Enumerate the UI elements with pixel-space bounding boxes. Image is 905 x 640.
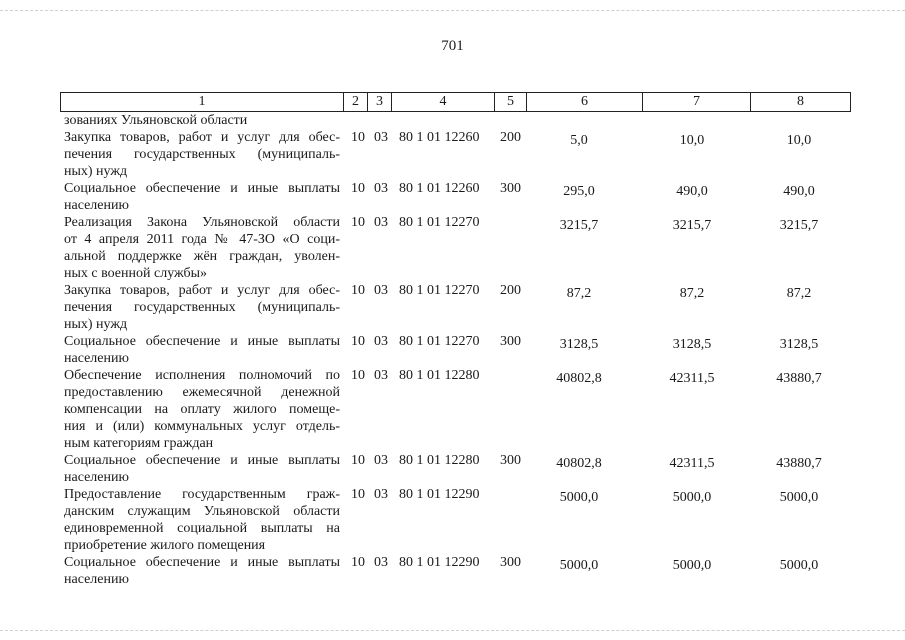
description-line: Социальное обеспечение и иные выплаты (64, 453, 340, 468)
description-line: альной поддержке жён граждан, уволен- (64, 249, 340, 264)
target-article-code: 80 1 01 12280 (399, 368, 480, 383)
target-article-code: 80 1 01 12270 (399, 215, 480, 230)
header-col-6: 6 (527, 93, 643, 112)
description-line: Социальное обеспечение и иные выплаты (64, 555, 340, 570)
description-line: ным категориям граждан (64, 436, 214, 451)
row-description (64, 214, 340, 282)
description-line: единовременной социальной выплаты на (64, 521, 340, 536)
continuation-row (64, 112, 854, 129)
row-description (64, 180, 340, 214)
subsection-code: 03 (374, 453, 388, 468)
amount-year-3: 87,2 (786, 286, 812, 301)
table-row (64, 180, 854, 214)
row-description (64, 452, 340, 486)
budget-table-body (64, 112, 854, 588)
scan-edge-top (0, 10, 905, 11)
amount-year-3: 3128,5 (779, 337, 819, 352)
column-header-table (60, 92, 851, 112)
header-col-7: 7 (643, 93, 751, 112)
section-code: 10 (351, 215, 365, 230)
subsection-code: 03 (374, 487, 388, 502)
table-row (64, 129, 854, 180)
amount-year-2: 87,2 (679, 286, 705, 301)
description-line: ных) нужд (64, 164, 128, 179)
target-article-code: 80 1 01 12280 (399, 453, 480, 468)
expense-type-code: 200 (500, 130, 521, 145)
amount-year-3: 5000,0 (779, 490, 819, 505)
amount-year-3: 5000,0 (779, 558, 819, 573)
expense-type-code: 300 (500, 555, 521, 570)
description-line: населению (64, 470, 129, 485)
description-line: населению (64, 351, 129, 366)
amount-year-3: 3215,7 (779, 218, 819, 233)
amount-year-3: 43880,7 (776, 456, 822, 471)
section-code: 10 (351, 368, 365, 383)
description-line: предоставлению ежемесячной денежной (64, 385, 340, 400)
description-line: населению (64, 198, 129, 213)
description-line: Социальное обеспечение и иные выплаты (64, 181, 340, 196)
expense-type-code: 200 (500, 283, 521, 298)
page-number: 701 (441, 38, 464, 54)
description-line: от 4 апреля 2011 года № 47-ЗО «О соци- (64, 232, 340, 247)
description-line: ных) нужд (64, 317, 128, 332)
target-article-code: 80 1 01 12260 (399, 130, 480, 145)
table-row (64, 452, 854, 486)
expense-type-code: 300 (500, 453, 521, 468)
section-code: 10 (351, 130, 365, 145)
table-row (64, 282, 854, 333)
section-code: 10 (351, 334, 365, 349)
description-line: данским служащим Ульяновской области (64, 504, 340, 519)
amount-year-3: 490,0 (783, 184, 815, 199)
expense-type-code: 300 (500, 181, 521, 196)
amount-year-1: 3215,7 (559, 218, 599, 233)
amount-year-2: 42311,5 (669, 456, 715, 471)
section-code: 10 (351, 453, 365, 468)
amount-year-1: 5,0 (570, 133, 588, 148)
header-col-3: 3 (368, 93, 392, 112)
row-description (64, 333, 340, 367)
amount-year-1: 5000,0 (559, 490, 599, 505)
table-row (64, 554, 854, 588)
amount-year-1: 5000,0 (559, 558, 599, 573)
target-article-code: 80 1 01 12260 (399, 181, 480, 196)
target-article-code: 80 1 01 12270 (399, 334, 480, 349)
header-col-2: 2 (344, 93, 368, 112)
expense-type-code: 300 (500, 334, 521, 349)
subsection-code: 03 (374, 555, 388, 570)
continuation-text: зованиях Ульяновской области (64, 113, 248, 128)
amount-year-1: 87,2 (566, 286, 592, 301)
subsection-code: 03 (374, 334, 388, 349)
subsection-code: 03 (374, 181, 388, 196)
subsection-code: 03 (374, 215, 388, 230)
amount-year-3: 10,0 (786, 133, 812, 148)
amount-year-2: 490,0 (676, 184, 708, 199)
row-description (64, 367, 340, 452)
header-col-1: 1 (61, 93, 344, 112)
description-line: ных с военной службы» (64, 266, 208, 281)
table-row (64, 333, 854, 367)
header-col-4: 4 (392, 93, 495, 112)
scan-edge-bottom (0, 630, 905, 631)
section-code: 10 (351, 555, 365, 570)
row-description (64, 554, 340, 588)
description-line: приобретение жилого помещения (64, 538, 266, 553)
description-line: печения государственных (муниципаль- (64, 147, 340, 162)
amount-year-2: 5000,0 (672, 490, 712, 505)
description-line: ния и (или) коммунальных услуг отдель- (64, 419, 340, 434)
row-description (64, 129, 340, 180)
amount-year-2: 42311,5 (669, 371, 715, 386)
row-description (64, 486, 340, 554)
subsection-code: 03 (374, 283, 388, 298)
target-article-code: 80 1 01 12290 (399, 487, 480, 502)
amount-year-1: 295,0 (563, 184, 595, 199)
table-row (64, 367, 854, 452)
description-line: Обеспечение исполнения полномочий по (64, 368, 340, 383)
description-line: Закупка товаров, работ и услуг для обес- (64, 130, 340, 145)
subsection-code: 03 (374, 368, 388, 383)
description-line: населению (64, 572, 129, 587)
amount-year-1: 3128,5 (559, 337, 599, 352)
description-line: компенсации на оплату жилого помеще- (64, 402, 340, 417)
target-article-code: 80 1 01 12290 (399, 555, 480, 570)
table-row (64, 214, 854, 282)
amount-year-3: 43880,7 (776, 371, 822, 386)
amount-year-1: 40802,8 (556, 371, 602, 386)
row-description (64, 282, 340, 333)
description-line: Предоставление государственным граж- (64, 487, 340, 502)
description-line: Социальное обеспечение и иные выплаты (64, 334, 340, 349)
header-col-8: 8 (751, 93, 851, 112)
amount-year-2: 10,0 (679, 133, 705, 148)
amount-year-1: 40802,8 (556, 456, 602, 471)
header-row (61, 93, 851, 112)
description-line: печения государственных (муниципаль- (64, 300, 340, 315)
section-code: 10 (351, 487, 365, 502)
section-code: 10 (351, 283, 365, 298)
description-line: Реализация Закона Ульяновской области (64, 215, 340, 230)
amount-year-2: 3128,5 (672, 337, 712, 352)
section-code: 10 (351, 181, 365, 196)
table-row (64, 486, 854, 554)
amount-year-2: 5000,0 (672, 558, 712, 573)
subsection-code: 03 (374, 130, 388, 145)
target-article-code: 80 1 01 12270 (399, 283, 480, 298)
description-line: Закупка товаров, работ и услуг для обес- (64, 283, 340, 298)
amount-year-2: 3215,7 (672, 218, 712, 233)
header-col-5: 5 (495, 93, 527, 112)
